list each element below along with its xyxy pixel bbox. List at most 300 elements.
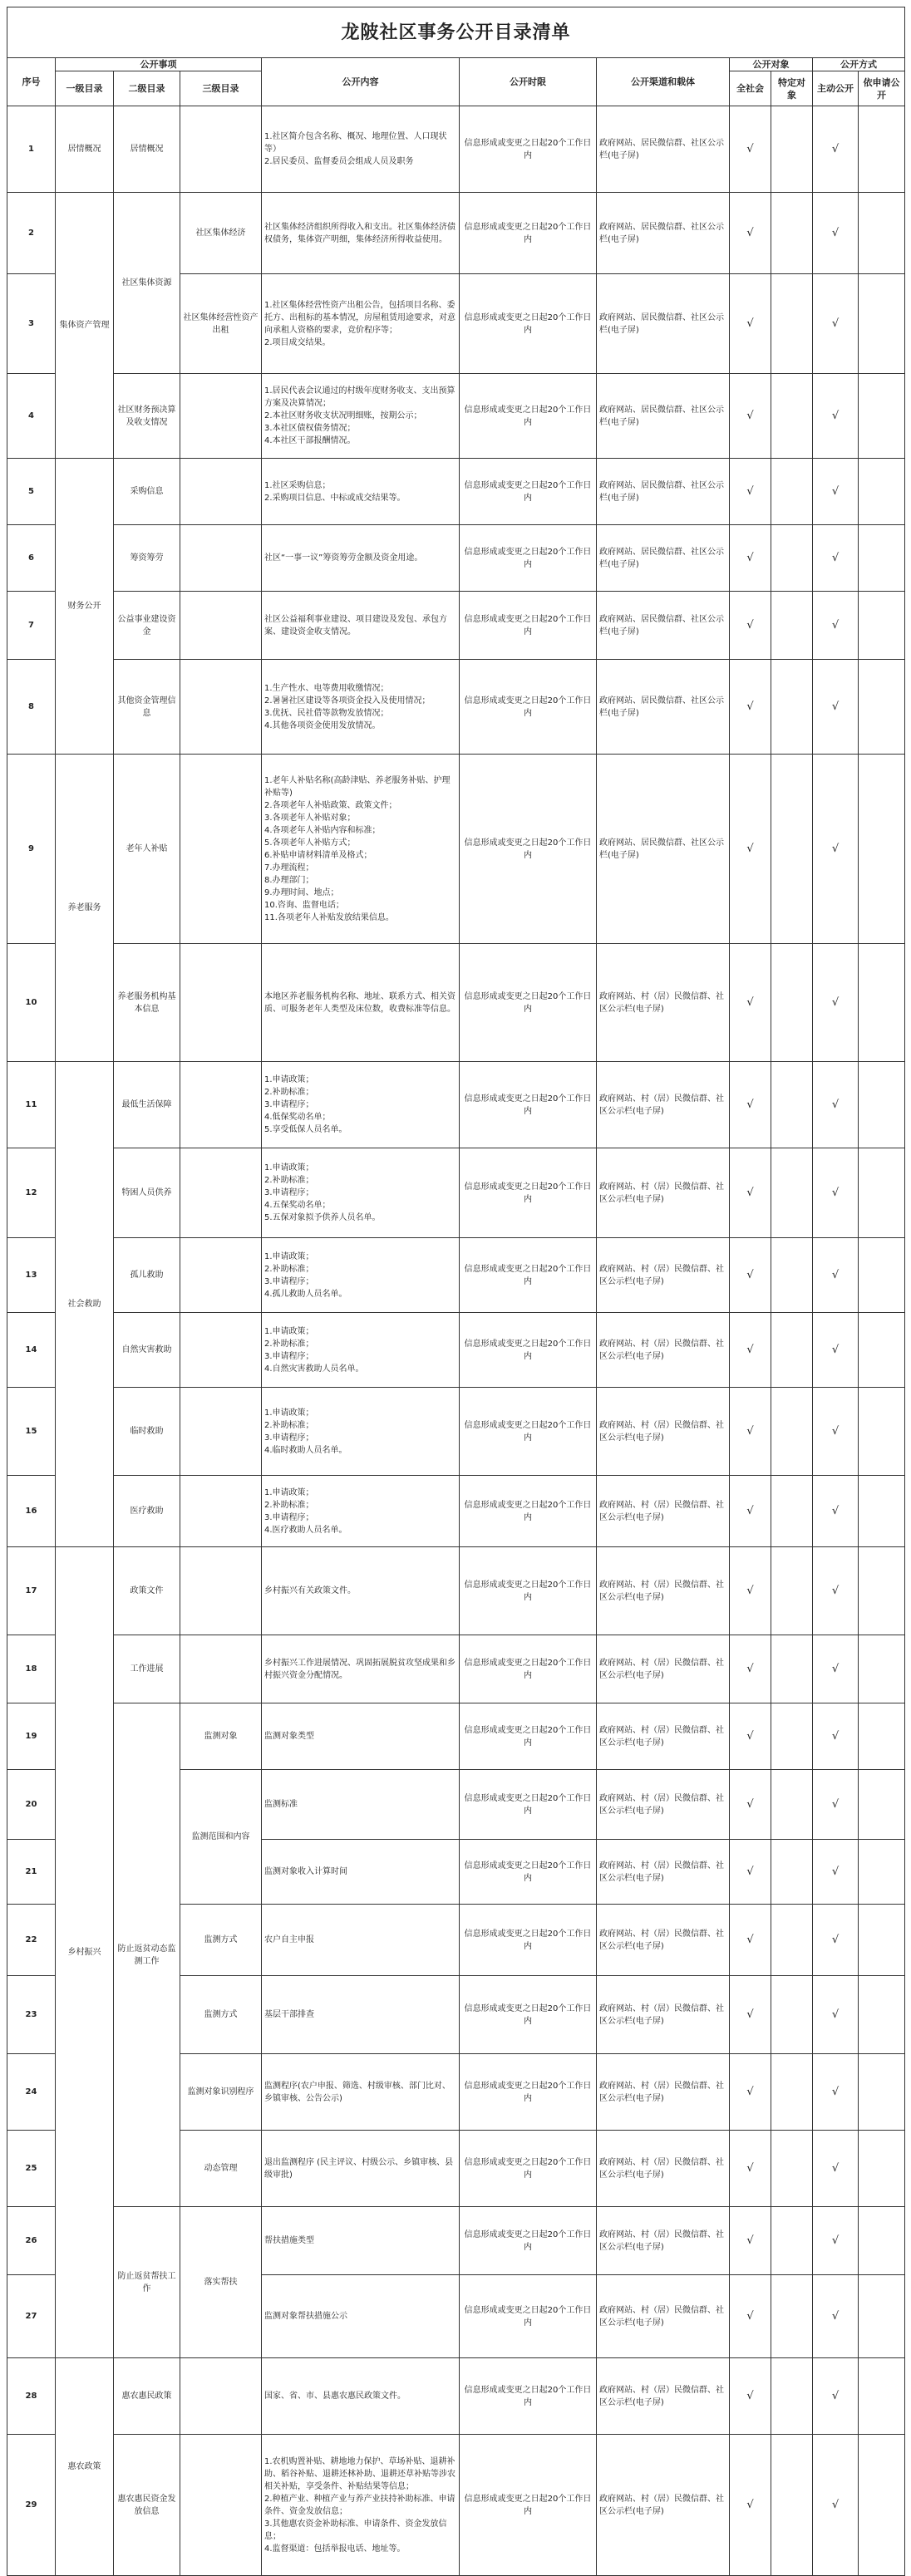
l1-cell: 乡村振兴 [56, 1547, 114, 2358]
content-cell [262, 2131, 460, 2207]
target-specific-cell [771, 1547, 813, 1635]
content-line: 1.申请政策； [264, 1487, 314, 1497]
channel-cell: 政府网站、村（居）民微信群、社区公示栏(电子屏) [597, 1476, 730, 1547]
header-target-group: 公开对象 [730, 58, 813, 71]
content-line: 1.申请政策； [264, 1075, 314, 1084]
content-line: 4.临时救助人员名单。 [264, 1445, 347, 1455]
header-lvl3: 三级目录 [180, 71, 262, 106]
target-specific-cell [771, 1703, 813, 1770]
l3-cell: 监测范围和内容 [180, 1770, 262, 1905]
l3-cell [180, 1062, 262, 1148]
target-specific-cell [771, 459, 813, 525]
content-line: 1.社区采购信息； [264, 480, 331, 490]
seq-cell: 28 [7, 2358, 56, 2435]
l3-cell [180, 1148, 262, 1238]
mode-apply-cell [859, 2435, 905, 2576]
table-row [7, 592, 905, 660]
time-cell: 信息形成或变更之日起20个工作日内 [460, 1148, 597, 1238]
channel-cell: 政府网站、村（居）民微信群、社区公示栏(电子屏) [597, 1062, 730, 1148]
l3-cell: 社区集体经营性资产出租 [180, 274, 262, 374]
content-line: 3.优抚、民社借等款物发放情况； [264, 708, 389, 718]
l1-cell: 社会救助 [56, 1062, 114, 1547]
content-line: 2.居民委员、监督委员会组成人员及职务 [264, 157, 414, 166]
mode-active-check: √ [813, 2275, 859, 2358]
content-cell [262, 525, 460, 592]
mode-active-check: √ [813, 1840, 859, 1905]
channel-cell: 政府网站、居民微信群、社区公示栏(电子屏) [597, 106, 730, 193]
mode-apply-cell [859, 2131, 905, 2207]
content-line: 1.申请政策； [264, 1408, 314, 1418]
l3-cell: 监测方式 [180, 1905, 262, 1976]
channel-cell: 政府网站、村（居）民微信群、社区公示栏(电子屏) [597, 1976, 730, 2054]
mode-active-check: √ [813, 1770, 859, 1840]
target-specific-cell [771, 944, 813, 1062]
seq-cell: 13 [7, 1238, 56, 1313]
content-line: 3.申请程序； [264, 1188, 314, 1197]
l2-cell: 老年人补贴 [114, 755, 180, 944]
mode-active-check: √ [813, 459, 859, 525]
content-line: 10.咨询、监督电话； [264, 900, 344, 910]
mode-apply-cell [859, 374, 905, 459]
channel-cell: 政府网站、村（居）民微信群、社区公示栏(电子屏) [597, 1905, 730, 1976]
l1-cell: 居情概况 [56, 106, 114, 193]
l3-cell [180, 2435, 262, 2576]
l3-cell [180, 660, 262, 755]
l2-cell: 公益事业建设资金 [114, 592, 180, 660]
mode-apply-cell [859, 2207, 905, 2275]
time-cell: 信息形成或变更之日起20个工作日内 [460, 1062, 597, 1148]
time-cell: 信息形成或变更之日起20个工作日内 [460, 2358, 597, 2435]
content-line: 1.申请政策； [264, 1163, 314, 1172]
content-line: 国家、省、市、县惠农惠民政策文件。 [264, 2392, 406, 2401]
mode-active-check: √ [813, 1635, 859, 1703]
mode-apply-cell [859, 525, 905, 592]
target-all-check: √ [730, 1703, 771, 1770]
time-cell: 信息形成或变更之日起20个工作日内 [460, 2275, 597, 2358]
seq-cell: 1 [7, 106, 56, 193]
target-all-check: √ [730, 1313, 771, 1388]
target-all-check: √ [730, 274, 771, 374]
channel-cell: 政府网站、村（居）民微信群、社区公示栏(电子屏) [597, 1770, 730, 1840]
content-cell [262, 2435, 460, 2576]
seq-cell: 11 [7, 1062, 56, 1148]
time-cell: 信息形成或变更之日起20个工作日内 [460, 944, 597, 1062]
target-all-check: √ [730, 106, 771, 193]
content-cell [262, 1062, 460, 1148]
content-line: 1.农机购置补贴、耕地地力保护、草场补贴、退耕补助、稻谷补贴、退耕还林补助、退耕还草补贴等涉农相关补贴，享受条件、补贴结果等信息； [264, 2456, 456, 2491]
header-seq: 序号 [7, 58, 56, 106]
mode-apply-cell [859, 2358, 905, 2435]
content-line: 3.本社区债权债务情况； [264, 424, 356, 433]
content-line: 2.补助标准； [264, 1420, 314, 1430]
mode-apply-cell [859, 1062, 905, 1148]
channel-cell: 政府网站、村（居）民微信群、社区公示栏(电子屏) [597, 2275, 730, 2358]
l1-cell: 养老服务 [56, 755, 114, 1062]
channel-cell: 政府网站、村（居）民微信群、社区公示栏(电子屏) [597, 2207, 730, 2275]
content-cell [262, 1313, 460, 1388]
time-cell: 信息形成或变更之日起20个工作日内 [460, 592, 597, 660]
content-line: 社区“一事一议”筹资筹劳金额及资金用途。 [264, 553, 423, 563]
table-row [7, 2207, 905, 2275]
target-specific-cell [771, 1476, 813, 1547]
l3-cell [180, 1547, 262, 1635]
mode-active-check: √ [813, 1703, 859, 1770]
seq-cell: 15 [7, 1388, 56, 1476]
seq-cell: 23 [7, 1976, 56, 2054]
content-cell [262, 2054, 460, 2131]
channel-cell: 政府网站、村（居）民微信群、社区公示栏(电子屏) [597, 1148, 730, 1238]
content-line: 监测标准 [264, 1800, 298, 1809]
seq-cell: 3 [7, 274, 56, 374]
content-cell [262, 944, 460, 1062]
mode-active-check: √ [813, 755, 859, 944]
time-cell: 信息形成或变更之日起20个工作日内 [460, 755, 597, 944]
target-all-check: √ [730, 2207, 771, 2275]
content-cell [262, 1388, 460, 1476]
target-all-check: √ [730, 459, 771, 525]
mode-active-check: √ [813, 1976, 859, 2054]
seq-cell: 27 [7, 2275, 56, 2358]
header-lvl1: 一级目录 [56, 71, 114, 106]
target-all-check: √ [730, 1476, 771, 1547]
mode-active-check: √ [813, 2054, 859, 2131]
l2-cell: 防止返贫动态监测工作 [114, 1703, 180, 2207]
mode-active-check: √ [813, 2131, 859, 2207]
target-specific-cell [771, 1905, 813, 1976]
mode-active-check: √ [813, 1476, 859, 1547]
target-specific-cell [771, 1635, 813, 1703]
channel-cell: 政府网站、村（居）民微信群、社区公示栏(电子屏) [597, 1388, 730, 1476]
mode-apply-cell [859, 459, 905, 525]
content-line: 1.居民代表会议通过的村级年度财务收支、支出预算方案及决算情况； [264, 386, 456, 408]
document [7, 7, 904, 2576]
header-target-all: 全社会 [730, 71, 771, 106]
mode-apply-cell [859, 944, 905, 1062]
mode-apply-cell [859, 1976, 905, 2054]
mode-active-check: √ [813, 1313, 859, 1388]
l3-cell [180, 2358, 262, 2435]
target-specific-cell [771, 1840, 813, 1905]
target-specific-cell [771, 2131, 813, 2207]
target-specific-cell [771, 1238, 813, 1313]
l2-cell: 医疗救助 [114, 1476, 180, 1547]
table-row [7, 755, 905, 944]
content-cell [262, 1703, 460, 1770]
target-all-check: √ [730, 592, 771, 660]
mode-active-check: √ [813, 274, 859, 374]
l3-cell [180, 459, 262, 525]
seq-cell: 22 [7, 1905, 56, 1976]
mode-apply-cell [859, 1905, 905, 1976]
time-cell: 信息形成或变更之日起20个工作日内 [460, 1238, 597, 1313]
content-line: 帮扶措施类型 [264, 2236, 314, 2245]
content-cell [262, 592, 460, 660]
content-line: 3.申请程序； [264, 1351, 314, 1361]
content-line: 4.各项老年人补贴内容和标准； [264, 825, 381, 835]
content-line: 2.项目成交结果。 [264, 337, 331, 347]
mode-active-check: √ [813, 1905, 859, 1976]
content-line: 3.申请程序； [264, 1433, 314, 1443]
mode-apply-cell [859, 1148, 905, 1238]
header-items-group: 公开事项 [56, 58, 262, 71]
content-line: 1.生产性水、电等费用收缴情况； [264, 683, 389, 693]
target-specific-cell [771, 2054, 813, 2131]
content-line: 农户自主申报 [264, 1935, 314, 1944]
l3-cell: 监测方式 [180, 1976, 262, 2054]
mode-apply-cell [859, 1476, 905, 1547]
mode-apply-cell [859, 1635, 905, 1703]
target-all-check: √ [730, 2131, 771, 2207]
seq-cell: 20 [7, 1770, 56, 1840]
seq-cell: 16 [7, 1476, 56, 1547]
content-line: 2.补助标准； [264, 1500, 314, 1510]
seq-cell: 24 [7, 2054, 56, 2131]
table-row [7, 374, 905, 459]
channel-cell: 政府网站、村（居）民微信群、社区公示栏(电子屏) [597, 1238, 730, 1313]
l2-cell: 防止返贫帮扶工作 [114, 2207, 180, 2358]
content-line: 4.监督渠道：包括举报电话、地址等。 [264, 2544, 406, 2554]
channel-cell: 政府网站、村（居）民微信群、社区公示栏(电子屏) [597, 2131, 730, 2207]
time-cell: 信息形成或变更之日起20个工作日内 [460, 1476, 597, 1547]
channel-cell: 政府网站、村（居）民微信群、社区公示栏(电子屏) [597, 1703, 730, 1770]
l3-cell [180, 592, 262, 660]
content-line: 监测对象收入计算时间 [264, 1867, 347, 1876]
content-line: 1.老年人补贴名称(高龄津贴、养老服务补贴、护理补贴等) [264, 775, 451, 798]
content-line: 1.申请政策； [264, 1251, 314, 1261]
target-all-check: √ [730, 755, 771, 944]
seq-cell: 9 [7, 755, 56, 944]
seq-cell: 12 [7, 1148, 56, 1238]
target-all-check: √ [730, 1238, 771, 1313]
seq-cell: 19 [7, 1703, 56, 1770]
content-line: 1.社区简介包含名称、概况、地理位置、人口现状等） [264, 132, 447, 154]
target-all-check: √ [730, 2358, 771, 2435]
l2-cell: 采购信息 [114, 459, 180, 525]
time-cell: 信息形成或变更之日起20个工作日内 [460, 1770, 597, 1840]
l2-cell: 居情概况 [114, 106, 180, 193]
header-mode-apply: 依申请公开 [859, 71, 905, 106]
header-channel: 公开渠道和载体 [597, 58, 730, 106]
content-line: 4.医疗救助人员名单。 [264, 1525, 347, 1535]
content-line: 3.其他惠农资金补助标准、申请条件、资金发放信息； [264, 2519, 447, 2541]
content-line: 乡村振兴工作进展情况、巩固拓展脱贫攻坚成果和乡村振兴资金分配情况。 [264, 1658, 456, 1680]
header-lvl2: 二级目录 [114, 71, 180, 106]
content-line: 3.各项老年人补贴对象； [264, 813, 356, 823]
content-cell [262, 1770, 460, 1840]
target-all-check: √ [730, 944, 771, 1062]
table-row [7, 1547, 905, 1635]
seq-cell: 8 [7, 660, 56, 755]
content-cell [262, 1976, 460, 2054]
target-all-check: √ [730, 374, 771, 459]
mode-apply-cell [859, 1840, 905, 1905]
content-line: 2.补助标准； [264, 1339, 314, 1349]
target-all-check: √ [730, 1976, 771, 2054]
content-line: 2.补助标准； [264, 1264, 314, 1274]
time-cell: 信息形成或变更之日起20个工作日内 [460, 193, 597, 274]
mode-active-check: √ [813, 1062, 859, 1148]
table-row [7, 1388, 905, 1476]
content-line: 2.采购项目信息、中标或成交结果等。 [264, 493, 406, 503]
mode-active-check: √ [813, 2358, 859, 2435]
mode-active-check: √ [813, 374, 859, 459]
time-cell: 信息形成或变更之日起20个工作日内 [460, 1313, 597, 1388]
content-line: 5.享受低保人员名单。 [264, 1125, 347, 1134]
header-mode-active: 主动公开 [813, 71, 859, 106]
target-all-check: √ [730, 1905, 771, 1976]
content-line: 监测程序(农户申报、筛选、村级审核、部门比对、乡镇审核、公告公示) [264, 2081, 451, 2103]
target-specific-cell [771, 1770, 813, 1840]
table-row [7, 1635, 905, 1703]
content-line: 5.各项老年人补贴方式； [264, 838, 356, 848]
mode-active-check: √ [813, 944, 859, 1062]
seq-cell: 4 [7, 374, 56, 459]
l2-cell: 自然灾害救助 [114, 1313, 180, 1388]
mode-active-check: √ [813, 1388, 859, 1476]
channel-cell: 政府网站、村（居）民微信群、社区公示栏(电子屏) [597, 2054, 730, 2131]
l2-cell: 社区集体资源 [114, 193, 180, 374]
mode-apply-cell [859, 2054, 905, 2131]
target-all-check: √ [730, 1547, 771, 1635]
content-cell [262, 660, 460, 755]
mode-apply-cell [859, 2275, 905, 2358]
seq-cell: 7 [7, 592, 56, 660]
l3-cell [180, 1238, 262, 1313]
l2-cell: 特困人员供养 [114, 1148, 180, 1238]
l2-cell: 政策文件 [114, 1547, 180, 1635]
channel-cell: 政府网站、居民微信群、社区公示栏(电子屏) [597, 592, 730, 660]
channel-cell: 政府网站、村（居）民微信群、社区公示栏(电子屏) [597, 1840, 730, 1905]
time-cell: 信息形成或变更之日起20个工作日内 [460, 1703, 597, 1770]
seq-cell: 17 [7, 1547, 56, 1635]
time-cell: 信息形成或变更之日起20个工作日内 [460, 2054, 597, 2131]
time-cell: 信息形成或变更之日起20个工作日内 [460, 2131, 597, 2207]
channel-cell: 政府网站、村（居）民微信群、社区公示栏(电子屏) [597, 1313, 730, 1388]
target-all-check: √ [730, 2275, 771, 2358]
mode-apply-cell [859, 1313, 905, 1388]
header-mode-group: 公开方式 [813, 58, 905, 71]
mode-active-check: √ [813, 2435, 859, 2576]
time-cell: 信息形成或变更之日起20个工作日内 [460, 1905, 597, 1976]
content-line: 7.办理流程； [264, 863, 314, 873]
l3-cell [180, 1635, 262, 1703]
mode-active-check: √ [813, 525, 859, 592]
mode-active-check: √ [813, 1238, 859, 1313]
content-line: 1.申请政策； [264, 1326, 314, 1336]
target-specific-cell [771, 525, 813, 592]
target-specific-cell [771, 2207, 813, 2275]
mode-apply-cell [859, 755, 905, 944]
content-line: 4.其他各项资金使用发放情况。 [264, 720, 381, 730]
table-row [7, 459, 905, 525]
content-line: 4.自然灾害救助人员名单。 [264, 1364, 364, 1374]
table-body [7, 106, 905, 2576]
l3-cell [180, 106, 262, 193]
channel-cell: 政府网站、村（居）民微信群、社区公示栏(电子屏) [597, 1547, 730, 1635]
mode-apply-cell [859, 1388, 905, 1476]
content-line: 8.办理部门； [264, 875, 314, 885]
content-cell [262, 193, 460, 274]
channel-cell: 政府网站、居民微信群、社区公示栏(电子屏) [597, 755, 730, 944]
target-specific-cell [771, 755, 813, 944]
target-specific-cell [771, 106, 813, 193]
time-cell: 信息形成或变更之日起20个工作日内 [460, 1547, 597, 1635]
mode-apply-cell [859, 660, 905, 755]
l1-cell: 财务公开 [56, 459, 114, 755]
l3-cell [180, 1476, 262, 1547]
target-specific-cell [771, 2435, 813, 2576]
content-cell [262, 1238, 460, 1313]
time-cell: 信息形成或变更之日起20个工作日内 [460, 660, 597, 755]
time-cell: 信息形成或变更之日起20个工作日内 [460, 2207, 597, 2275]
mode-active-check: √ [813, 660, 859, 755]
content-cell [262, 374, 460, 459]
target-specific-cell [771, 1148, 813, 1238]
mode-apply-cell [859, 1238, 905, 1313]
table-row [7, 1703, 905, 1770]
time-cell: 信息形成或变更之日起20个工作日内 [460, 374, 597, 459]
channel-cell: 政府网站、居民微信群、社区公示栏(电子屏) [597, 459, 730, 525]
content-line: 社区集体经济组织所得收入和支出。社区集体经济债权债务，集体资产明细，集体经济所得收益使用。 [264, 222, 456, 244]
l2-cell: 养老服务机构基本信息 [114, 944, 180, 1062]
content-cell [262, 1476, 460, 1547]
time-cell: 信息形成或变更之日起20个工作日内 [460, 1976, 597, 2054]
mode-apply-cell [859, 193, 905, 274]
channel-cell: 政府网站、居民微信群、社区公示栏(电子屏) [597, 274, 730, 374]
content-cell [262, 1905, 460, 1976]
l3-cell: 监测对象识别程序 [180, 2054, 262, 2131]
seq-cell: 18 [7, 1635, 56, 1703]
l2-cell: 社区财务预决算及收支情况 [114, 374, 180, 459]
target-all-check: √ [730, 1840, 771, 1905]
seq-cell: 6 [7, 525, 56, 592]
content-line: 2.暑暑社区建设等各项资金投入及使用情况； [264, 696, 431, 705]
l3-cell: 动态管理 [180, 2131, 262, 2207]
mode-apply-cell [859, 1703, 905, 1770]
content-line: 2.补助标准； [264, 1176, 314, 1185]
mode-active-check: √ [813, 2207, 859, 2275]
channel-cell: 政府网站、村（居）民微信群、社区公示栏(电子屏) [597, 1635, 730, 1703]
seq-cell: 14 [7, 1313, 56, 1388]
content-line: 监测对象帮扶措施公示 [264, 2312, 347, 2321]
l3-cell [180, 944, 262, 1062]
content-line: 5.五保对象拟予供养人员名单。 [264, 1213, 381, 1222]
target-all-check: √ [730, 1148, 771, 1238]
content-line: 4.孤儿救助人员名单。 [264, 1289, 347, 1299]
table-row [7, 1313, 905, 1388]
content-line: 3.申请程序； [264, 1512, 314, 1522]
table-row [7, 1062, 905, 1148]
target-all-check: √ [730, 2054, 771, 2131]
seq-cell: 29 [7, 2435, 56, 2576]
l3-cell [180, 374, 262, 459]
mode-apply-cell [859, 1770, 905, 1840]
table-row [7, 106, 905, 193]
time-cell: 信息形成或变更之日起20个工作日内 [460, 274, 597, 374]
content-line: 社区公益福利事业建设、项目建设及发包、承包方案、建设资金收支情况。 [264, 614, 447, 637]
time-cell: 信息形成或变更之日起20个工作日内 [460, 106, 597, 193]
l1-cell: 惠农政策 [56, 2358, 114, 2576]
l3-cell: 监测对象 [180, 1703, 262, 1770]
content-line: 乡村振兴有关政策文件。 [264, 1586, 356, 1595]
mode-active-check: √ [813, 592, 859, 660]
content-cell [262, 2275, 460, 2358]
seq-cell: 10 [7, 944, 56, 1062]
channel-cell: 政府网站、居民微信群、社区公示栏(电子屏) [597, 193, 730, 274]
time-cell: 信息形成或变更之日起20个工作日内 [460, 1635, 597, 1703]
content-line: 4.本社区干部报酬情况。 [264, 436, 356, 445]
target-specific-cell [771, 2358, 813, 2435]
